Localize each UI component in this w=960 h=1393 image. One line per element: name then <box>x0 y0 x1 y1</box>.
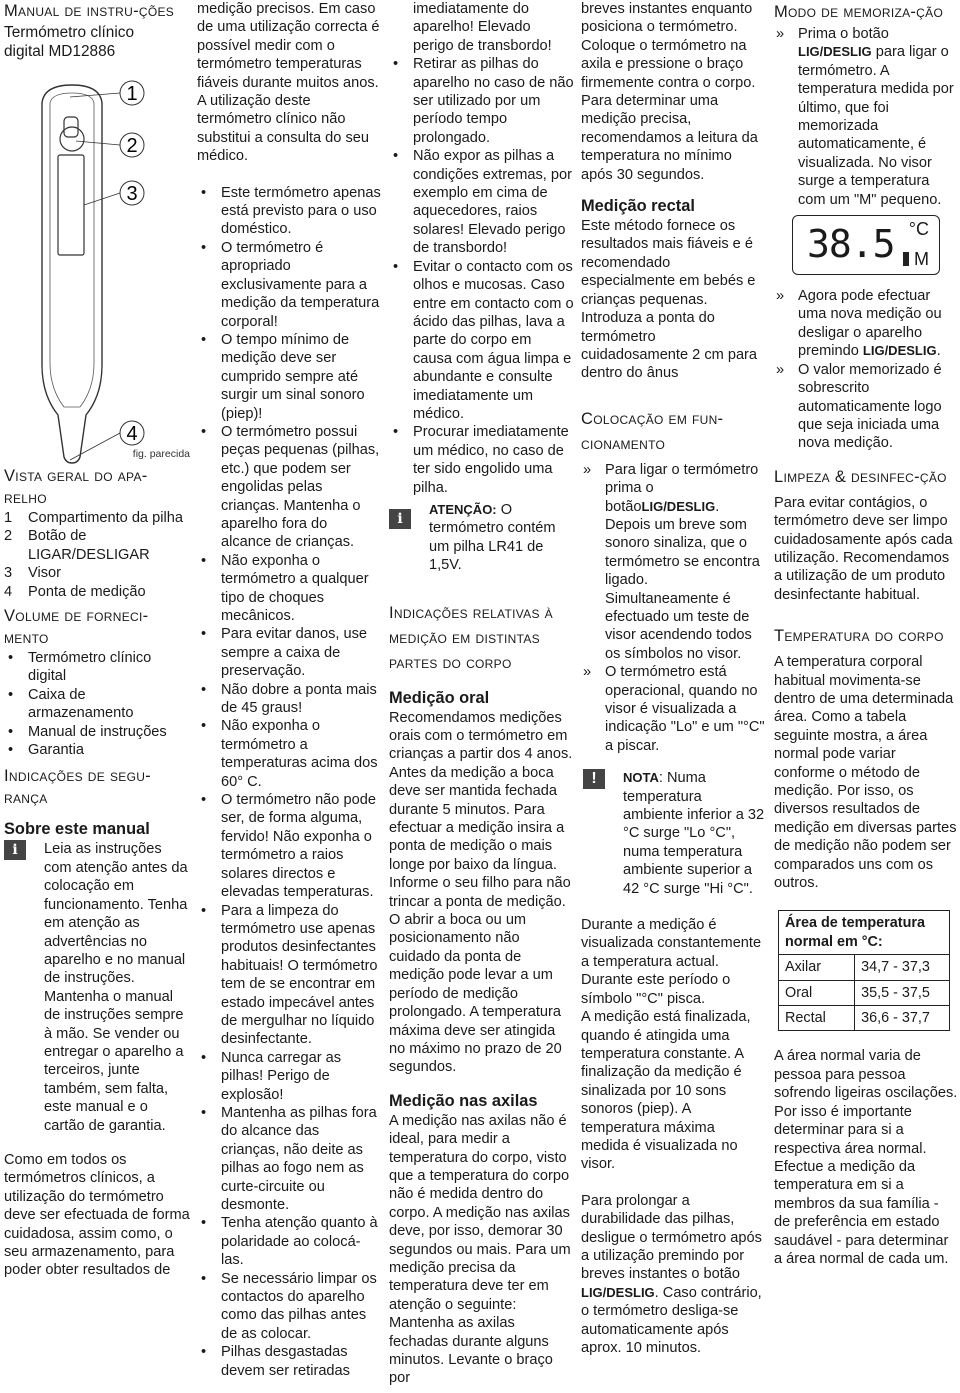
list-item: • Garantia <box>4 741 190 759</box>
key-lig-deslig: LIG/DESLIG <box>581 1284 655 1300</box>
overview-heading: Vista geral do apa-relho <box>4 467 148 507</box>
thermometer-figure <box>4 65 190 465</box>
list-item: 1 Compartimento da pilha <box>4 510 183 526</box>
continued-text: imediatamente do aparelho! Elevado perigo de transbordo! <box>413 1 552 54</box>
lcd-unit: °C <box>908 219 929 240</box>
list-item: • Retirar as pilhas do aparelho no caso de não ser utilizado por um período tempo prolongado. <box>389 55 574 147</box>
list-item: » O valor memorizado é sobrescrito automaticamente logo que seja iniciada uma nova medição. <box>774 361 958 453</box>
during-text: Durante a medição é visualizada constantemente a temperatura actual. Durante este período o símbolo "°C" pisca. <box>581 917 762 1007</box>
safety-list <box>197 184 381 1380</box>
list-item: • Evitar o contacto com os olhos e mucosas. Caso entre em contacto com o ácido das pilhas, lava a parte do corpo em causa com água limpa e abundante e consulte imediatamente um médico. <box>389 258 574 424</box>
list-item: • Manual de instruções <box>4 723 190 741</box>
memory-heading: Modo de memoriza-ção <box>774 3 944 21</box>
about-text: Leia as instruções com atenção antes da colocação em funcionamento. Tenha em atenção as advertências no aparelho e no manual de instruções. Mantenha o manual de instruções sempre à mão. Se vender ou entregar o aparelho a terceiros, junte também, sem falta, este manual e o cartão de garantia. <box>44 841 188 1134</box>
operation-heading: Colocação em fun-cionamento <box>581 409 724 453</box>
list-item: • Não expor as pilhas a condições extremas, por exemplo em cima de aquecedores, raios solares! Elevado perigo de transbordo! <box>389 147 574 257</box>
list-item: • Não exponha o termómetro a temperaturas acima dos 60° C. <box>197 717 381 791</box>
oral-heading: Medição oral <box>389 688 490 707</box>
about-heading: Sobre este manual <box>4 820 150 839</box>
memory-list-2 <box>774 287 958 453</box>
battery-list <box>389 55 574 497</box>
axil-continued-text: breves instantes enquanto posiciona o termómetro. Coloque o termómetro na axila e pressione o braço firmemente contra o corpo. Para determinar uma medição precisa, recomendamos a leitura da temperatura no mínimo após 30 segundos. <box>581 1 758 183</box>
info-icon: i <box>4 840 26 860</box>
column-4 <box>581 0 765 1357</box>
list-item: • Termómetro clínico digital <box>4 649 190 686</box>
list-item: 3 Visor <box>4 565 61 582</box>
oral-text: Recomendamos medições orais com o termómetro em crianças a partir dos 4 anos. Antes da medição a boca deve ser mantida fechada durante 5 minutos. Para efectuar a medição insira a ponta de medição o mais longe por baixo da língua. Informe o seu filho para não trincar a ponta de medição. O abrir a boca ou um posicionamento não cuidado da ponta de medição pode levar a um período de medição prolongado. A temperatura máxima deve ser atingida no máximo no prazo de 20 segundos. <box>389 709 573 1076</box>
list-item: • O termómetro é apropriado exclusivamente para a medição da temperatura corporal! <box>197 239 381 331</box>
list-item: • Pilhas desgastadas devem ser retiradas <box>197 1343 381 1380</box>
body-temp-text: A temperatura corporal habitual movimenta-se dentro de uma determinada área. Como a tabela seguinte mostra, a área normal pode variar conforme o método de medição. Por isso, os diversos resultados de medição em diversas partes de medição não podem ser comparados uns com os outros. <box>774 654 957 892</box>
intro-text: medição precisos. Em caso de uma utilização correcta é possível medir com o termómetro temperaturas fiáveis durante muitos anos. A utilização deste termómetro clínico não substitui a consulta do seu médico. <box>197 1 380 165</box>
key-lig-deslig: LIG/DESLIG <box>798 44 872 60</box>
supply-heading: Volume de forneci-mento <box>4 607 149 648</box>
lcd-display <box>792 215 940 275</box>
manual-title: Manual de instru-ções <box>4 2 175 20</box>
prolong-text: Para prolongar a durabilidade das pilhas, desligue o termómetro após a utilização premindo por breves instantes o botão LIG/DESLIG. Caso contrário, o termómetro desliga-se automaticamente após aprox. 10 minutos. <box>581 1192 762 1356</box>
final-text: A área normal varia de pessoa para pessoa sofrendo ligeiras oscilações. Por isso é importante determinar para si a respectiva área normal. Efectue a medição da temperatura em si a membros da sua família - de preferência em estado saudável - para determinar a área normal de cada um. <box>774 1048 958 1267</box>
figure-caption: fig. parecida <box>132 448 190 460</box>
callout-2: 2 <box>126 135 138 157</box>
lcd-value: 38.5 <box>807 222 895 267</box>
list-item: • Nunca carregar as pilhas! Perigo de explosão! <box>197 1049 381 1104</box>
operation-list <box>581 461 765 756</box>
cleaning-text: Para evitar contágios, o termómetro deve ser limpo cuidadosamente após cada utilização. Recomendamos a utilização de um produto desinfectante habitual. <box>774 494 953 603</box>
list-item: • Se necessário limpar os contactos do aparelho como das pilhas antes de as colocar. <box>197 1270 381 1344</box>
list-item: • Para evitar danos, use sempre a caixa de preservação. <box>197 625 381 680</box>
list-item: • Este termómetro apenas está previsto para o uso doméstico. <box>197 184 381 239</box>
overview-list <box>4 509 190 601</box>
list-item: • Tenha atenção quanto à polaridade ao colocá-las. <box>197 1214 381 1269</box>
info-icon: i <box>389 509 411 529</box>
nota-text: : Numa temperatura ambiente inferior a 32 °C surge "Lo °C", numa temperatura ambiente superior a 42 °C surge "Hi °C". <box>623 770 765 897</box>
key-lig-deslig: LIG/DESLIG <box>862 343 937 359</box>
lcd-memory-indicator: M <box>914 248 929 269</box>
cleaning-heading: Limpeza & desinfec-ção <box>774 467 947 486</box>
thermometer-illustration <box>4 65 190 465</box>
list-item: • Não exponha o termómetro a qualquer tipo de choques mecânicos. <box>197 552 381 626</box>
list-item: » Para ligar o termómetro prima o botãoLIG/DESLIG. Depois um breve som sonoro sinaliza, que o termómetro se encontra ligado. Simultaneamente é efectuado um teste de visor acendendo todos os símbolos no visor. <box>581 461 765 663</box>
lcd-battery-icon <box>903 252 909 266</box>
body-parts-heading: Indicações relativas à medição em distintas partes do corpo <box>389 603 553 672</box>
column-2 <box>197 0 381 1380</box>
list-item: » Agora pode efectuar uma nova medição ou desligar o aparelho premindo LIG/DESLIG. <box>774 287 958 361</box>
table-row: Oral 35,5 - 37,5 <box>779 980 950 1005</box>
supply-list <box>4 649 190 759</box>
rectal-text: Este método fornece os resultados mais fiáveis e é recomendado especialmente em bebés e crianças pequenas. Introduza a ponta do termómetro cuidadosamente 2 cm para dentro do ânus <box>581 218 758 382</box>
key-lig-deslig: LIG/DESLIG <box>641 498 716 514</box>
callout-4: 4 <box>126 423 138 445</box>
attention-note <box>389 501 574 575</box>
list-item: 2 Botão de LIGAR/DESLIGAR <box>4 528 150 563</box>
list-item: » Prima o botão LIG/DESLIG para ligar o termómetro. A temperatura medida por último, que foi memorizada automaticamente, é visualizada. No visor surge a temperatura com um "M" pequeno. <box>774 25 958 209</box>
attention-text: O termómetro contém um pilha LR41 de 1,5V. <box>429 501 556 574</box>
list-item: • O tempo mínimo de medição deve ser cumprido sempre até surgir um sinal sonoro (piep)! <box>197 331 381 423</box>
warning-icon: ! <box>583 769 605 789</box>
nota-label: NOTA <box>623 770 659 786</box>
memory-list <box>774 25 958 209</box>
product-name-line1: Termómetro clínico <box>4 24 135 41</box>
axil-heading: Medição nas axilas <box>389 1091 538 1110</box>
body-temp-heading: Temperatura do corpo <box>774 627 944 646</box>
safety-heading: Indicações de segu-rança <box>4 767 151 808</box>
finished-text: A medição está finalizada, quando é atingida uma temperatura constante. A finalização da medição é sinalizada por 10 sons sonoros (piep). A temperatura máxima medida é visualizada no visor. <box>581 1009 751 1173</box>
normal-range-table <box>778 910 950 1031</box>
list-item: • O termómetro possui peças pequenas (pilhas, etc.) que podem ser engolidas pelas crianças. Mantenha o aparelho fora do alcance de crianças. <box>197 423 381 552</box>
list-item: • Para a limpeza do termómetro use apenas produtos desinfectantes habituais! O termómetro tem de se encontrar em estado impecável antes de mergulhar no líquido desinfectante. <box>197 902 381 1049</box>
list-item: • Procurar imediatamente um médico, no caso de ter sido engolido uma pilha. <box>389 423 574 497</box>
closing-text: Como em todos os termómetros clínicos, a utilização do termómetro deve ser efectuada de forma cuidadosa, assim como, o seu armazenamento, para poder obter resultados de <box>4 1151 190 1279</box>
attention-label: ATENÇÃO: <box>429 501 497 517</box>
list-item: • O termómetro não pode ser, de forma alguma, fervido! Não exponha o termómetro a raios solares directos e elevadas temperaturas. <box>197 791 381 901</box>
table-row: Rectal 36,6 - 37,7 <box>779 1006 950 1031</box>
nota-note <box>581 769 765 898</box>
list-item: 4 Ponta de medição <box>4 583 146 600</box>
axil-text: A medição nas axilas não é ideal, para medir a temperatura do corpo, visto que a temperatura do corpo não é medida dentro do corpo. A medição nas axilas deve, por isso, demorar 30 segundos ou mais. Para um medição precisa da temperatura deve ter em atenção o seguinte: Mantenha as axilas fechadas durante alguns minutos. Levante o braço por <box>389 1112 571 1387</box>
list-item: • Caixa de armazenamento <box>4 686 190 723</box>
table-header: Área de temperatura normal em °C: <box>779 911 950 955</box>
about-block <box>4 840 190 1135</box>
list-item: » O termómetro está operacional, quando no visor é visualizada a indicação "Lo" e um "°C" a piscar. <box>581 663 765 755</box>
column-3 <box>389 0 574 1388</box>
column-5 <box>774 0 958 1268</box>
product-name-line2: digital MD12886 <box>4 43 116 60</box>
list-item: • Não dobre a ponta mais de 45 graus! <box>197 681 381 718</box>
column-1 <box>4 0 190 1280</box>
callout-1: 1 <box>126 83 138 105</box>
callout-3: 3 <box>126 183 138 205</box>
rectal-heading: Medição rectal <box>581 197 695 216</box>
table-row: Axilar 34,7 - 37,3 <box>779 955 950 980</box>
list-item: • Mantenha as pilhas fora do alcance das crianças, não deite as pilhas ao fogo nem as curte-circuite ou desmonte. <box>197 1104 381 1214</box>
